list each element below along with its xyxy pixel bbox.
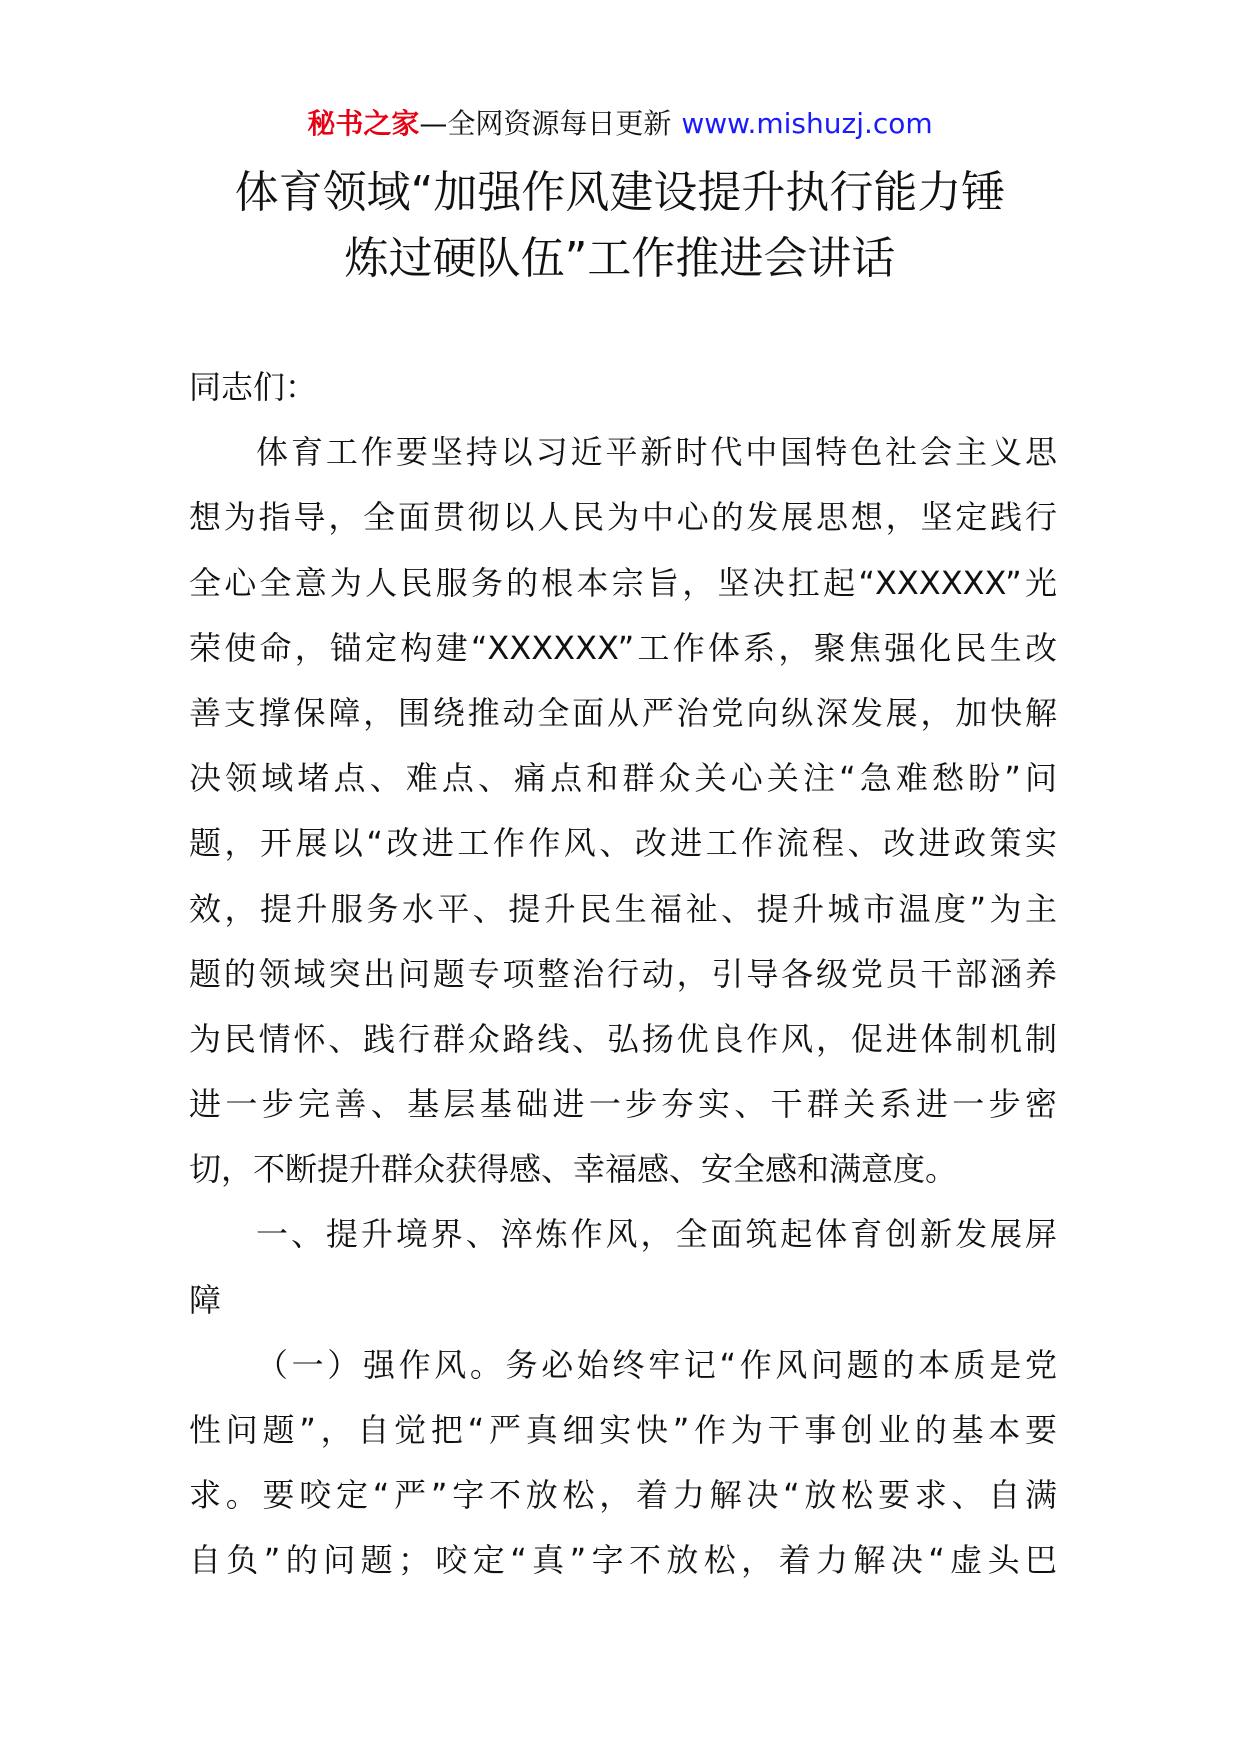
paragraph-line: 题的领域突出问题专项整治行动，引导各级党员干部涵养: [189, 954, 1057, 993]
paragraph-line: 性问题”，自觉把“严真细实快”作为干事创业的基本要: [189, 1411, 1057, 1449]
paragraph-line: 效，提升服务水平、提升民生福祉、提升城市温度”为主: [189, 889, 1057, 928]
paragraph-line: 为民情怀、践行群众路线、弘扬优良作风，促进体制机制: [189, 1019, 1057, 1058]
heading-line: 障: [189, 1280, 222, 1319]
section-heading: [189, 1202, 1057, 1332]
paragraph-line: 进一步完善、基层基础进一步夯实、干群关系进一步密: [189, 1085, 1057, 1124]
paragraph-subsection-1: [189, 1333, 1057, 1594]
site-brand: 秘书之家: [307, 107, 420, 140]
heading-line: 一、提升境界、淬炼作风，全面筑起体育创新发展屏: [256, 1215, 1057, 1254]
paragraph-line: 求。要咬定“严”字不放松，着力解决“放松要求、自满: [189, 1476, 1057, 1515]
title-line: 炼过硬队伍”工作推进会讲话: [344, 233, 896, 284]
paragraph-line: 荣使命，锚定构建“XXXXXX”工作体系，聚焦强化民生改: [189, 628, 1057, 667]
site-tagline: —全网资源每日更新: [419, 107, 672, 140]
document-title: [0, 160, 1240, 292]
paragraph-line: （一）强作风。务必始终牢记“作风问题的本质是党: [256, 1345, 1057, 1384]
paragraph-line: 想为指导，全面贯彻以人民为中心的发展思想，坚定践行: [189, 498, 1057, 537]
document-body: [189, 355, 1057, 1594]
paragraph-line: 善支撑保障，围绕推动全面从严治党向纵深发展，加快解: [189, 693, 1057, 732]
paragraph-line: 自负”的问题；咬定“真”字不放松，着力解决“虚头巴: [189, 1541, 1057, 1580]
paragraph-line: 题，开展以“改进工作作风、改进工作流程、改进政策实: [189, 824, 1057, 863]
site-header: [0, 104, 1240, 144]
salutation: 同志们：: [189, 368, 318, 406]
title-line: 体育领域“加强作风建设提升执行能力锤: [234, 167, 1006, 218]
paragraph-line: 切，不断提升群众获得感、幸福感、安全感和满意度。: [189, 1150, 958, 1189]
site-url-link[interactable]: www.mishuzj.com: [681, 107, 933, 140]
paragraph-line: 决领域堵点、难点、痛点和群众关心关注“急难愁盼”问: [189, 759, 1057, 798]
paragraph-line: 体育工作要坚持以习近平新时代中国特色社会主义思: [256, 433, 1057, 472]
paragraph-intro: [189, 420, 1057, 1202]
paragraph-line: 全心全意为人民服务的根本宗旨，坚决扛起“XXXXXX”光: [189, 563, 1057, 602]
